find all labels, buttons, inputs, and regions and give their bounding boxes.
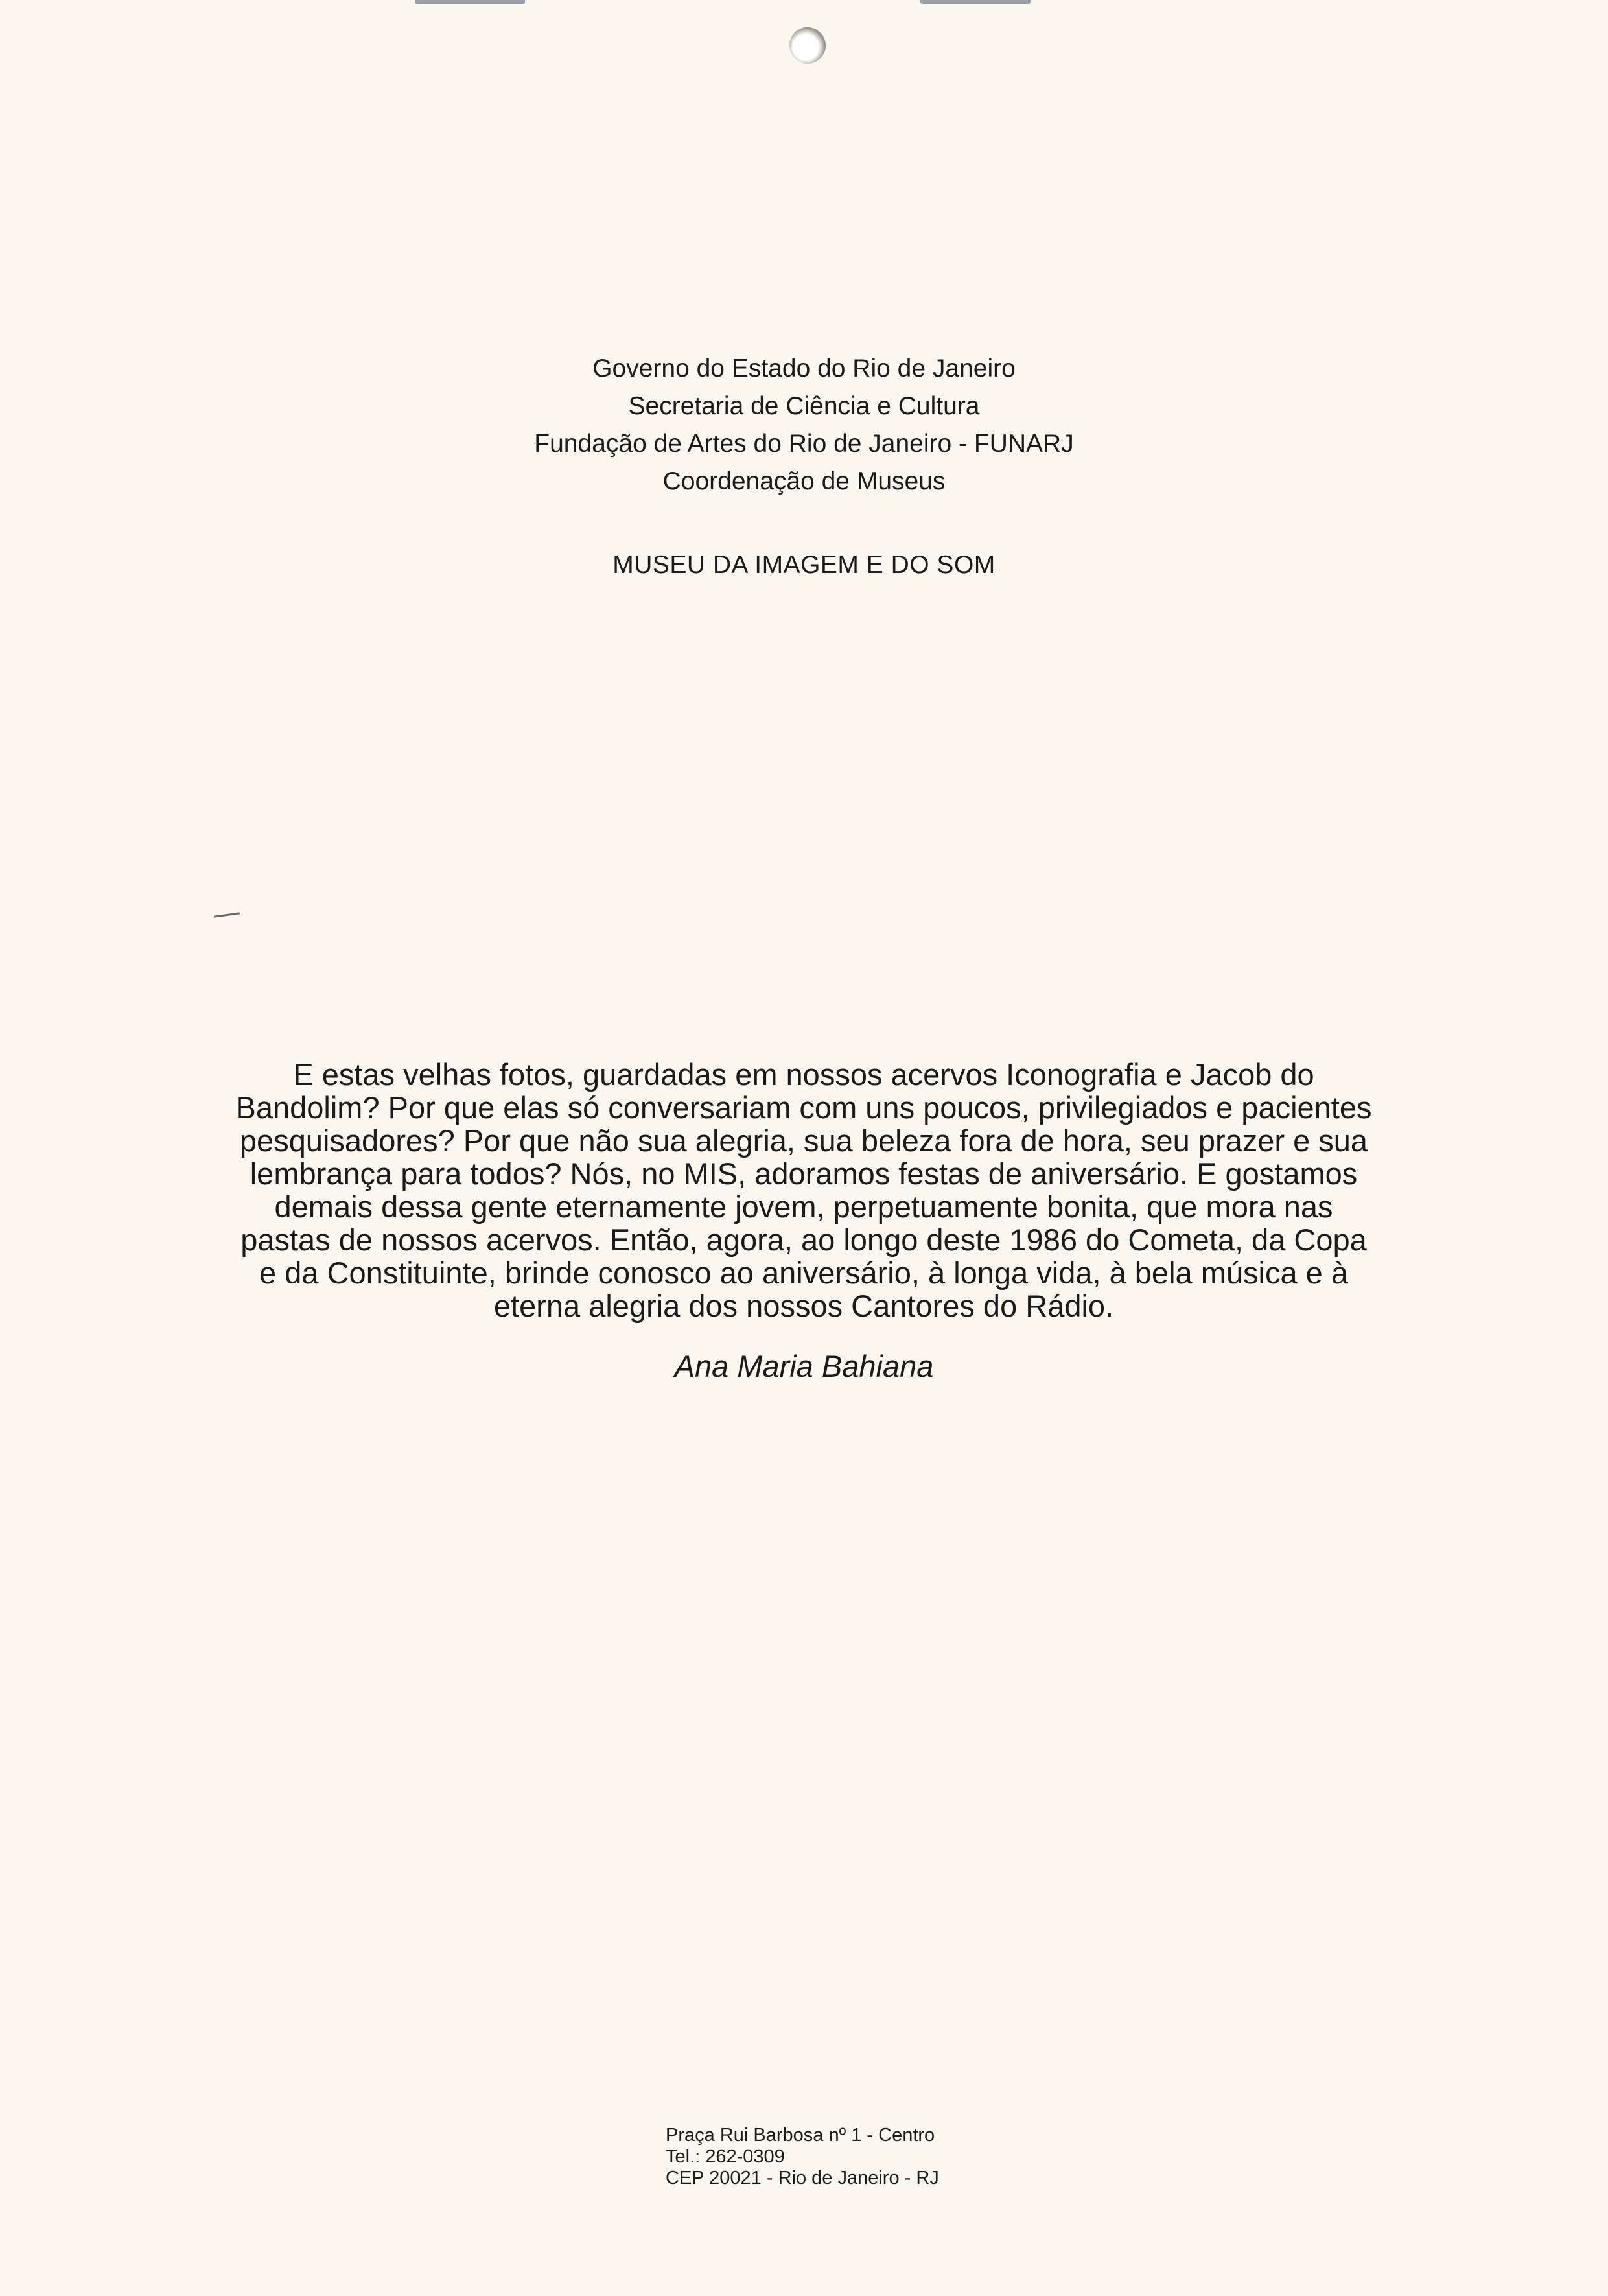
body-line: Bandolim? Por que elas só conversariam com uns poucos, privilegiados e pacientes xyxy=(235,1090,1372,1125)
body-line: eterna alegria dos nossos Cantores do Rádio. xyxy=(493,1289,1114,1323)
header-line-coordination: Coordenação de Museus xyxy=(662,467,946,495)
header-line-foundation: Fundação de Artes do Rio de Janeiro - FUNARJ xyxy=(534,430,1074,458)
body-line: demais dessa gente eternamente jovem, perpetuamente bonita, que mora nas xyxy=(274,1189,1333,1224)
museum-name: MUSEU DA IMAGEM E DO SOM xyxy=(612,551,996,579)
address-block xyxy=(666,2125,939,2189)
address-postal: CEP 20021 - Rio de Janeiro - RJ xyxy=(666,2168,939,2188)
hanging-hole xyxy=(789,27,826,64)
institution-header xyxy=(0,350,1608,500)
header-line-secretariat: Secretaria de Ciência e Cultura xyxy=(628,392,980,420)
body-line: pesquisadores? Por que não sua alegria, sua beleza fora de hora, seu prazer e sua xyxy=(239,1123,1368,1158)
author-signature: Ana Maria Bahiana xyxy=(674,1349,934,1383)
binder-clip-left xyxy=(415,0,525,4)
binder-clip-right xyxy=(920,0,1031,4)
body-paragraph xyxy=(233,1058,1374,1322)
paper-mark xyxy=(214,912,240,918)
address-phone: Tel.: 262-0309 xyxy=(666,2146,785,2167)
body-line: lembrança para todos? Nós, no MIS, adoramos festas de aniversário. E gostamos xyxy=(250,1156,1358,1191)
header-line-government: Governo do Estado do Rio de Janeiro xyxy=(592,355,1016,382)
body-line: e da Constituinte, brinde conosco ao aniversário, à longa vida, à bela música e à xyxy=(259,1256,1348,1290)
address-street: Praça Rui Barbosa nº 1 - Centro xyxy=(666,2125,935,2146)
body-line: pastas de nossos acervos. Então, agora, ao longo deste 1986 do Cometa, da Copa xyxy=(240,1223,1367,1257)
body-line: E estas velhas fotos, guardadas em nossos acervos Iconografia e Jacob do xyxy=(293,1057,1314,1092)
